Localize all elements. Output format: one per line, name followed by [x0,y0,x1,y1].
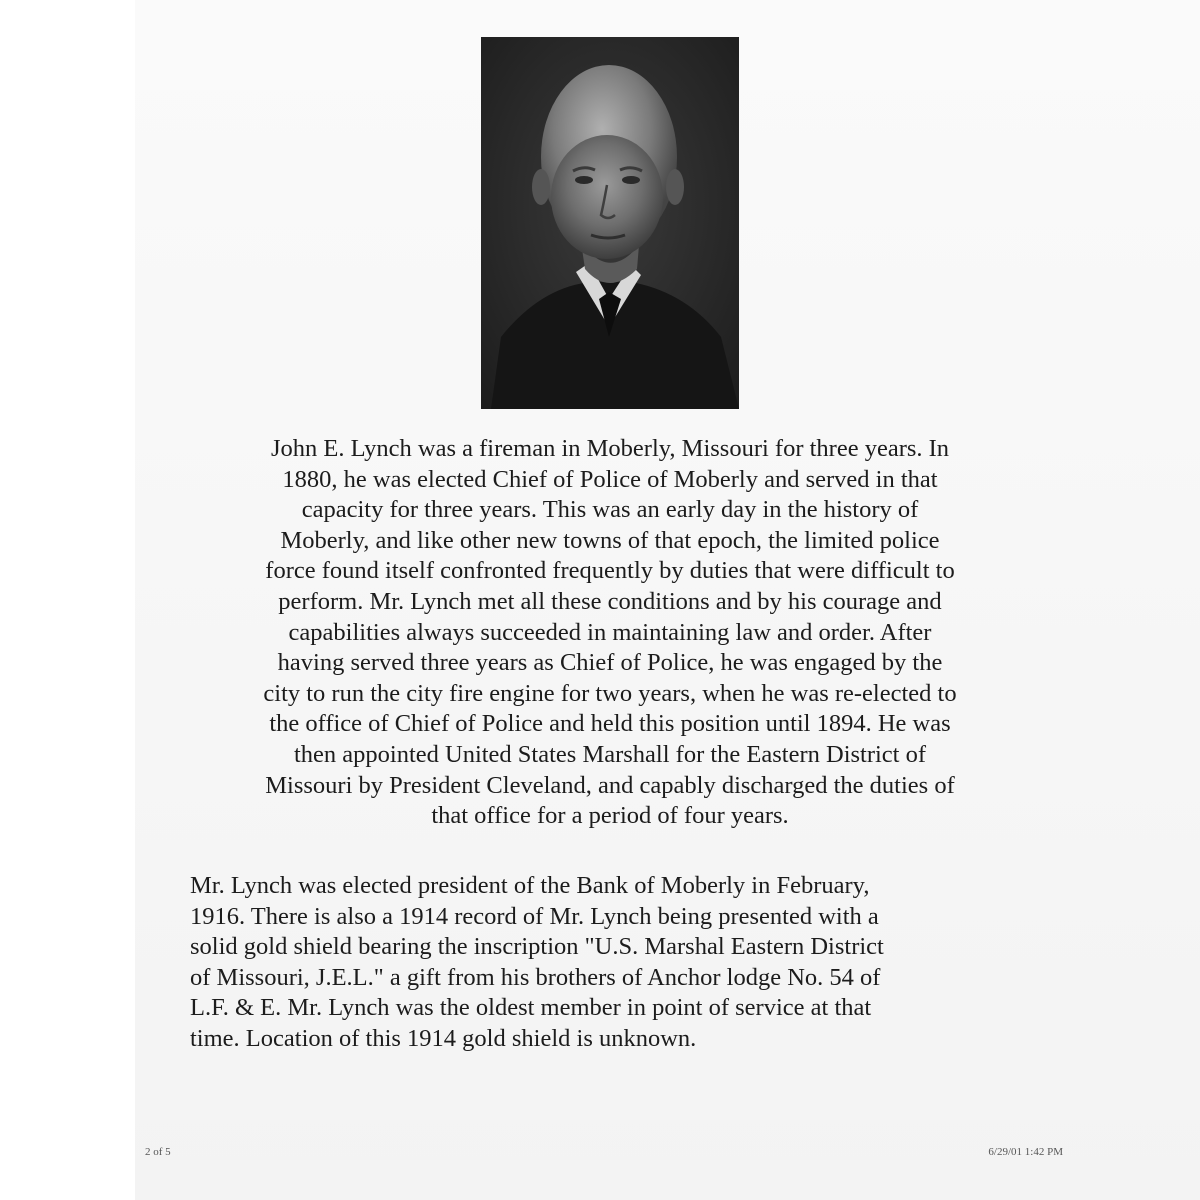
text-line: 1916. There is also a 1914 record of Mr. Lynch being presented with a [190,902,879,930]
text-line: Moberly, and like other new towns of that epoch, the limited police [280,526,940,554]
text-line: John E. Lynch was a fireman in Moberly, Missouri for three years. In [270,435,950,462]
text-line: that office for a period of four years. [431,802,789,830]
text-line: perform. Mr. Lynch met all these conditions and by his courage and [278,587,942,615]
text-line: city to run the city fire engine for two years, when he was re-elected to [263,679,957,707]
text-line: Missouri by President Cleveland, and capably discharged the duties of [265,771,955,799]
biography-paragraph-2 [190,871,1050,1055]
text-line: having served three years as Chief of Police, he was engaged by the [277,649,943,677]
page-indicator: 2 of 5 [145,1146,171,1158]
text-line: 1880, he was elected Chief of Police of Moberly and served in that [282,465,938,493]
portrait-photo [481,37,739,409]
text-line: capacity for three years. This was an early day in the history of [301,496,919,524]
text-line: of Missouri, J.E.L." a gift from his brothers of Anchor lodge No. 54 of [190,963,881,991]
text-line: force found itself confronted frequently by duties that were difficult to [265,557,955,585]
biography-paragraph-1 [180,434,1040,832]
text-line: the office of Chief of Police and held this position until 1894. He was [269,710,951,738]
text-line: time. Location of this 1914 gold shield is unknown. [190,1024,697,1052]
text-line: then appointed United States Marshall for the Eastern District of [293,740,927,768]
portrait-image [481,37,739,409]
print-timestamp: 6/29/01 1:42 PM [988,1146,1063,1158]
text-line: L.F. & E. Mr. Lynch was the oldest member in point of service at that [190,994,872,1022]
text-line: Mr. Lynch was elected president of the Bank of Moberly in February, [190,872,870,899]
text-line: solid gold shield bearing the inscription "U.S. Marshal Eastern District [190,933,884,961]
scan-margin [0,0,135,1200]
text-line: capabilities always succeeded in maintaining law and order. After [288,618,932,646]
